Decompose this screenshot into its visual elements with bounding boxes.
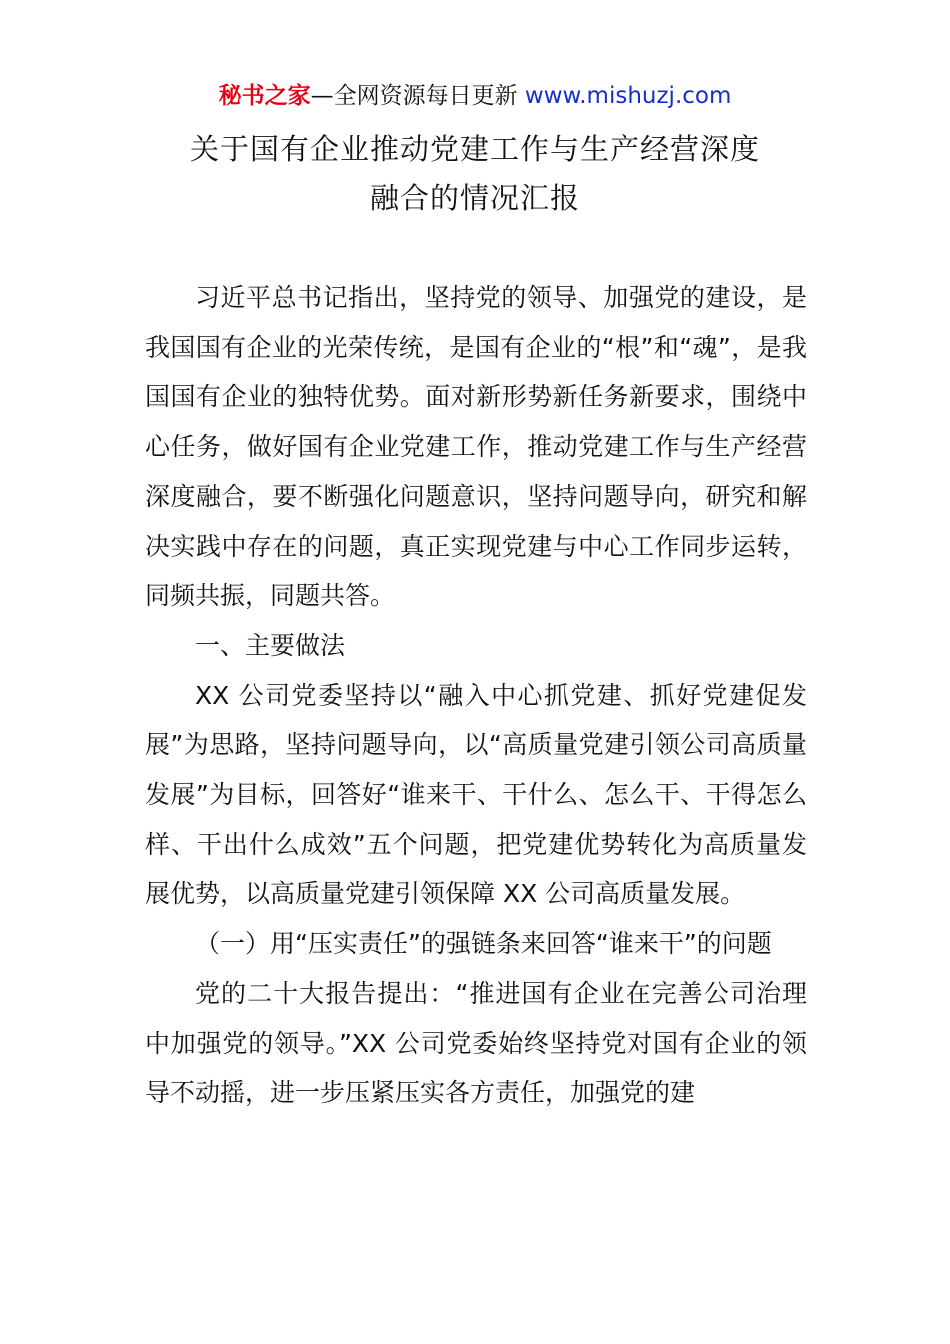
subsection-heading: （一）用“压实责任”的强链条来回答“谁来干”的问题 — [195, 929, 772, 959]
section-paragraph: XX 公司党委坚持以“融入中心抓党建、抓好党建促发展”为思路，坚持问题导向，以“高质量党建引领公司高质量发展”为目标，回答好“谁来干、干什么、怎么干、干得怎么样、干出什么成效”五个问题，把党建优势转化为高质量发展优势，以高质量党建引领保障 XX 公司高质量发展。 — [145, 680, 807, 909]
site-url-link[interactable]: www.mishuzj.com — [524, 83, 732, 109]
section-heading: 一、主要做法 — [195, 630, 346, 660]
document-body — [145, 273, 807, 1118]
header-tagline: —全网资源每日更新 — [310, 83, 518, 109]
intro-paragraph: 习近平总书记指出，坚持党的领导、加强党的建设，是我国国有企业的光荣传统，是国有企业的“根”和“魂”，是我国国有企业的独特优势。面对新形势新任务新要求，围绕中心任务，做好国有企业党建工作，推动党建工作与生产经营深度融合，要不断强化问题意识，坚持问题导向，研究和解决实践中存在的问题，真正实现党建与中心工作同步运转，同频共振，同题共答。 — [145, 283, 807, 611]
site-header — [0, 80, 950, 112]
document-title-line-1: 关于国有企业推动党建工作与生产经营深度 — [189, 132, 760, 166]
document-title-line-2: 融合的情况汇报 — [369, 181, 580, 215]
brand-name: 秘书之家 — [218, 83, 311, 109]
subsection-paragraph: 党的二十大报告提出：“推进国有企业在完善公司治理中加强党的领导。”XX 公司党委始终坚持党对国有企业的领导不动摇，进一步压紧压实各方责任，加强党的建 — [145, 978, 807, 1108]
